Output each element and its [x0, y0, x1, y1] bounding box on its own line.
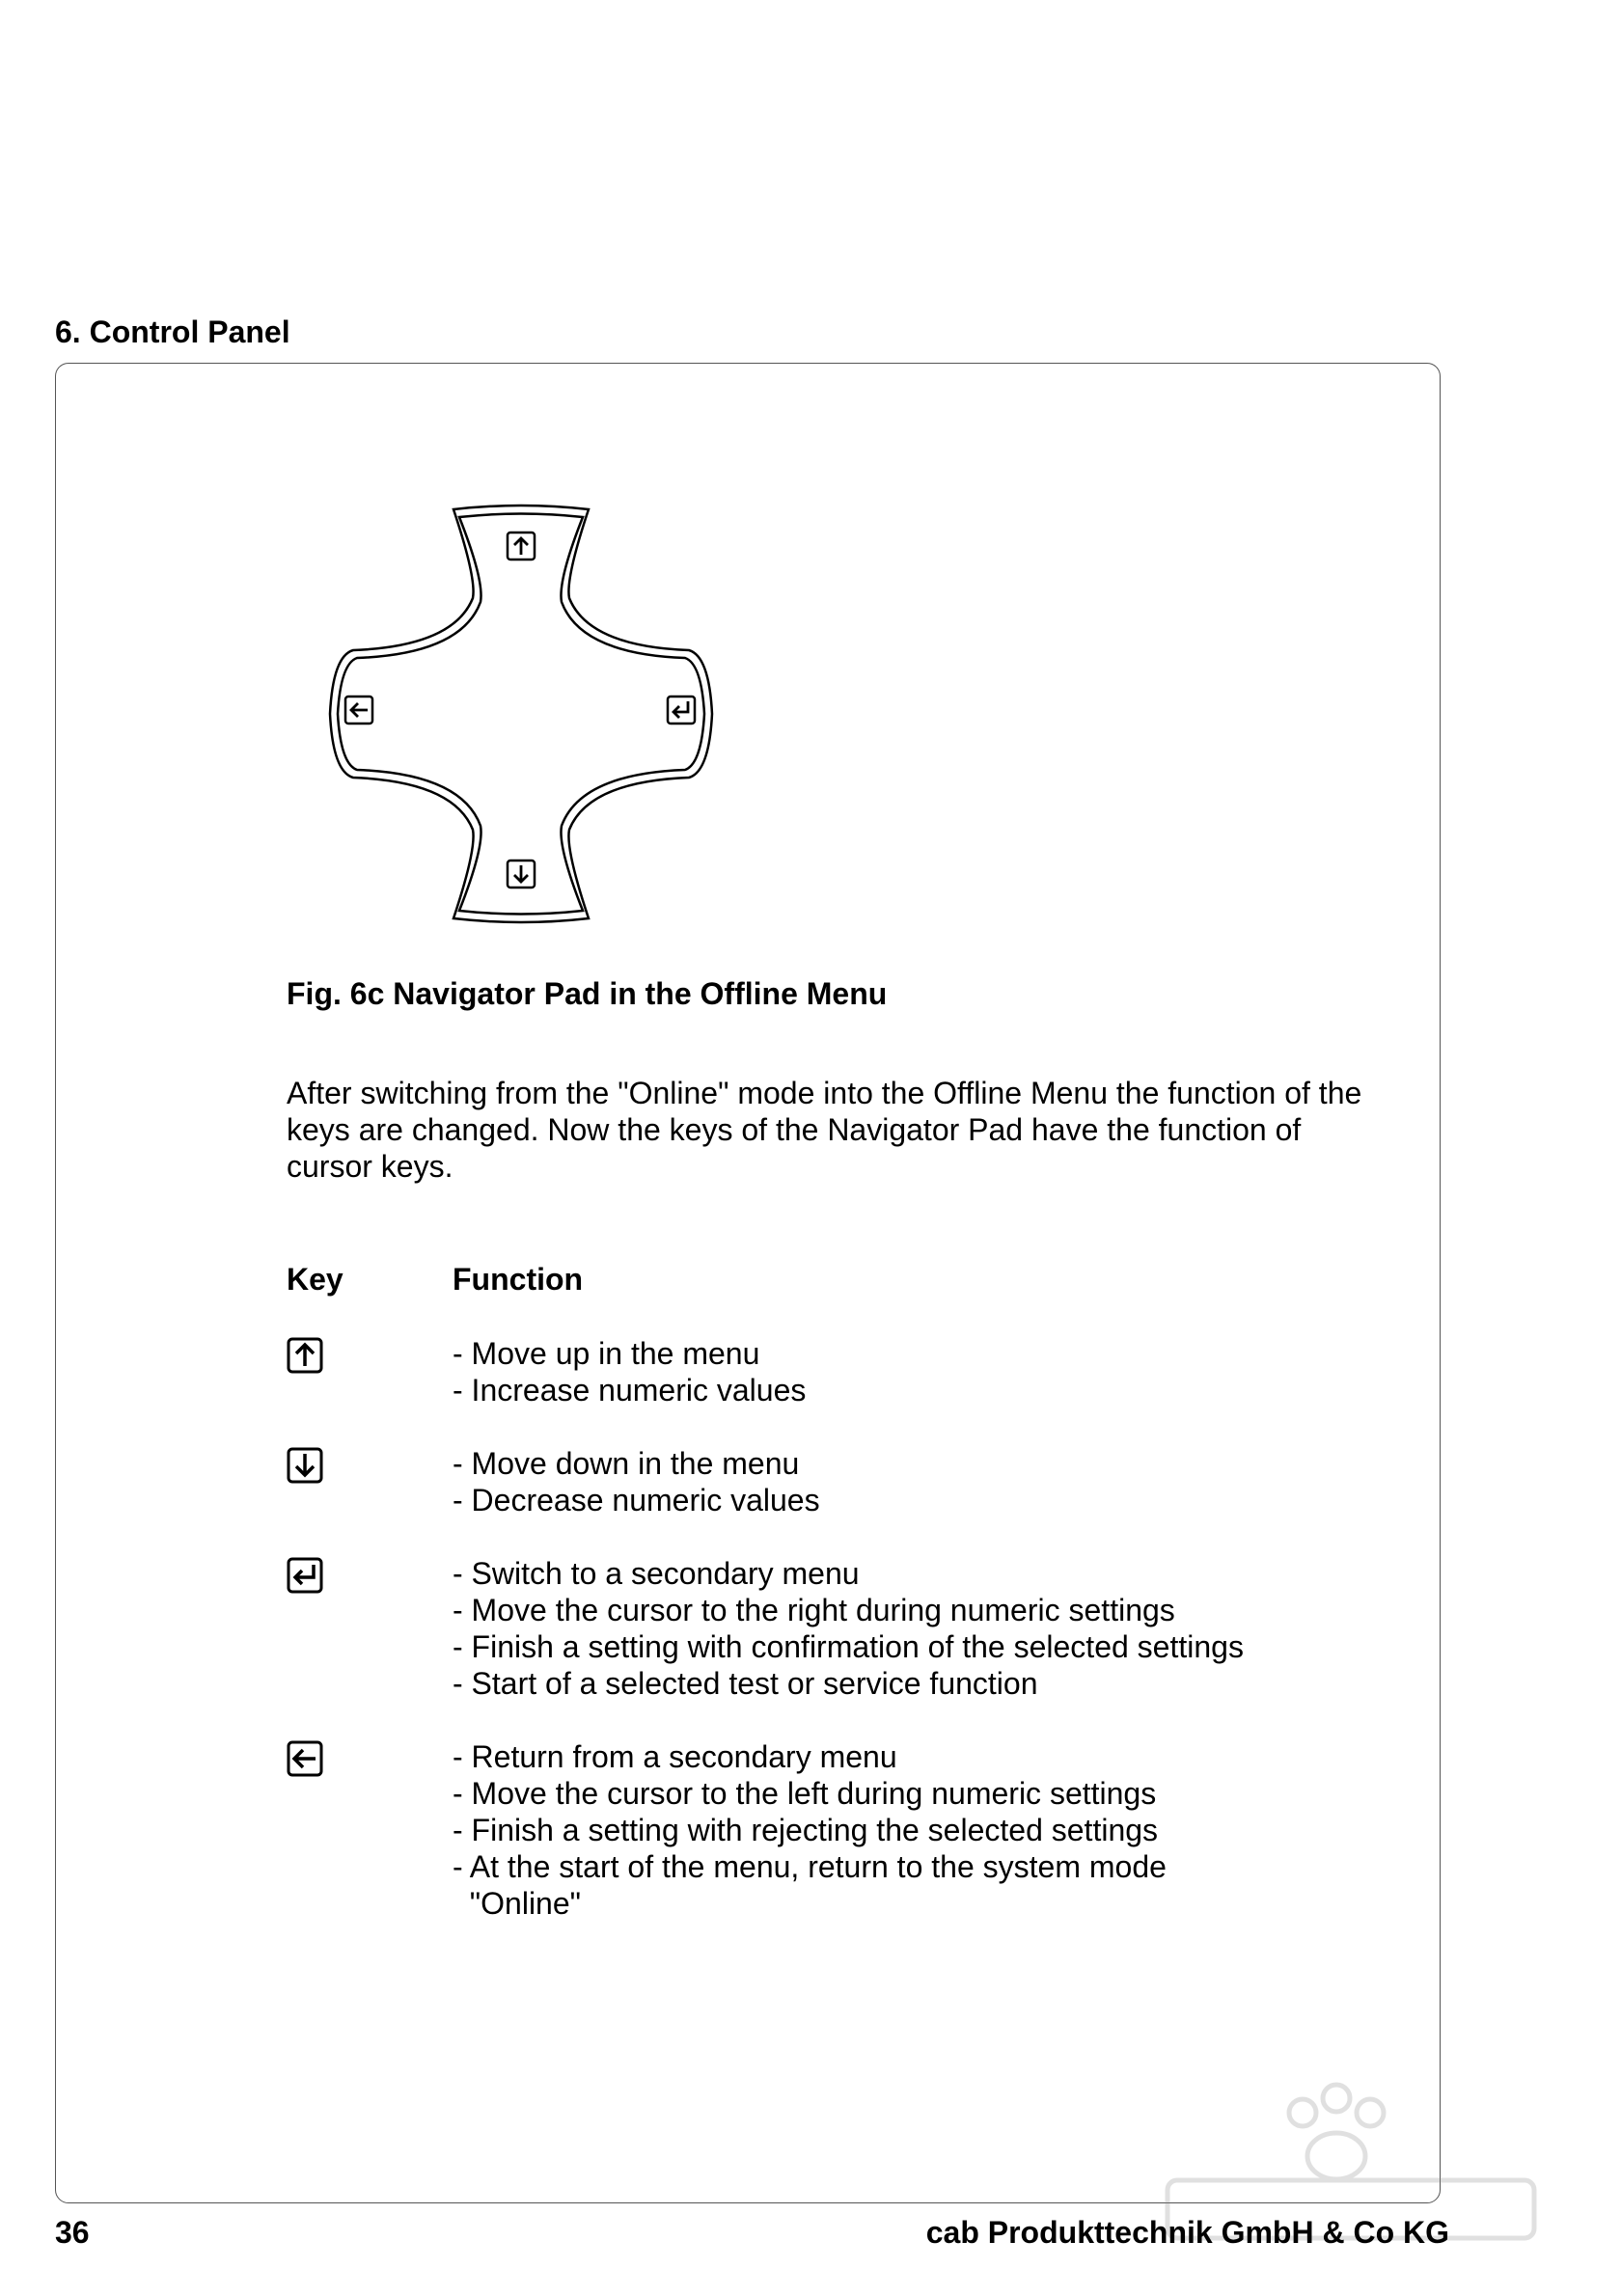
function-line: - Finish a setting with confirmation of the selected settings	[453, 1629, 1244, 1664]
navigator-pad-inner-outline	[338, 514, 704, 915]
pad-down-key-icon	[508, 861, 535, 888]
intro-paragraph	[287, 1075, 1425, 1185]
intro-line: cursor keys.	[287, 1149, 453, 1184]
pad-left-key-icon	[345, 697, 372, 724]
function-line: - Decrease numeric values	[453, 1483, 820, 1517]
function-line: - Move the cursor to the right during numeric settings	[453, 1593, 1175, 1627]
content-frame	[55, 363, 1441, 2203]
function-line: - Move down in the menu	[453, 1446, 800, 1481]
function-line: - Move the cursor to the left during numeric settings	[453, 1776, 1157, 1811]
up-arrow-key-icon	[287, 1337, 323, 1374]
section-title: 6. Control Panel	[55, 314, 290, 349]
function-line: - Increase numeric values	[453, 1373, 807, 1408]
function-line: - Switch to a secondary menu	[453, 1556, 860, 1591]
enter-key-icon	[287, 1557, 323, 1594]
figure-caption: Fig. 6c Navigator Pad in the Offline Menu	[287, 976, 888, 1011]
function-line: - Return from a secondary menu	[453, 1739, 897, 1774]
function-line: - Finish a setting with rejecting the selected settings	[453, 1813, 1159, 1847]
intro-line: keys are changed. Now the keys of the Navigator Pad have the function of	[287, 1112, 1302, 1147]
header-key: Key	[287, 1262, 343, 1297]
pad-enter-key-icon	[668, 697, 695, 724]
footer-company: cab Produkttechnik GmbH & Co KG	[925, 2215, 1449, 2250]
navigator-pad-figure	[299, 502, 743, 926]
page-number: 36	[55, 2215, 90, 2250]
intro-line: After switching from the "Online" mode into the Offline Menu the function of the	[287, 1076, 1362, 1110]
left-arrow-key-icon	[287, 1740, 323, 1777]
pad-up-key-icon	[508, 533, 535, 560]
down-arrow-key-icon	[287, 1447, 323, 1484]
header-function: Function	[453, 1262, 584, 1297]
function-line: - Start of a selected test or service function	[453, 1666, 1038, 1701]
function-line: - At the start of the menu, return to the system mode	[453, 1849, 1167, 1884]
function-line: "Online"	[453, 1886, 581, 1921]
function-line: - Move up in the menu	[453, 1336, 760, 1371]
